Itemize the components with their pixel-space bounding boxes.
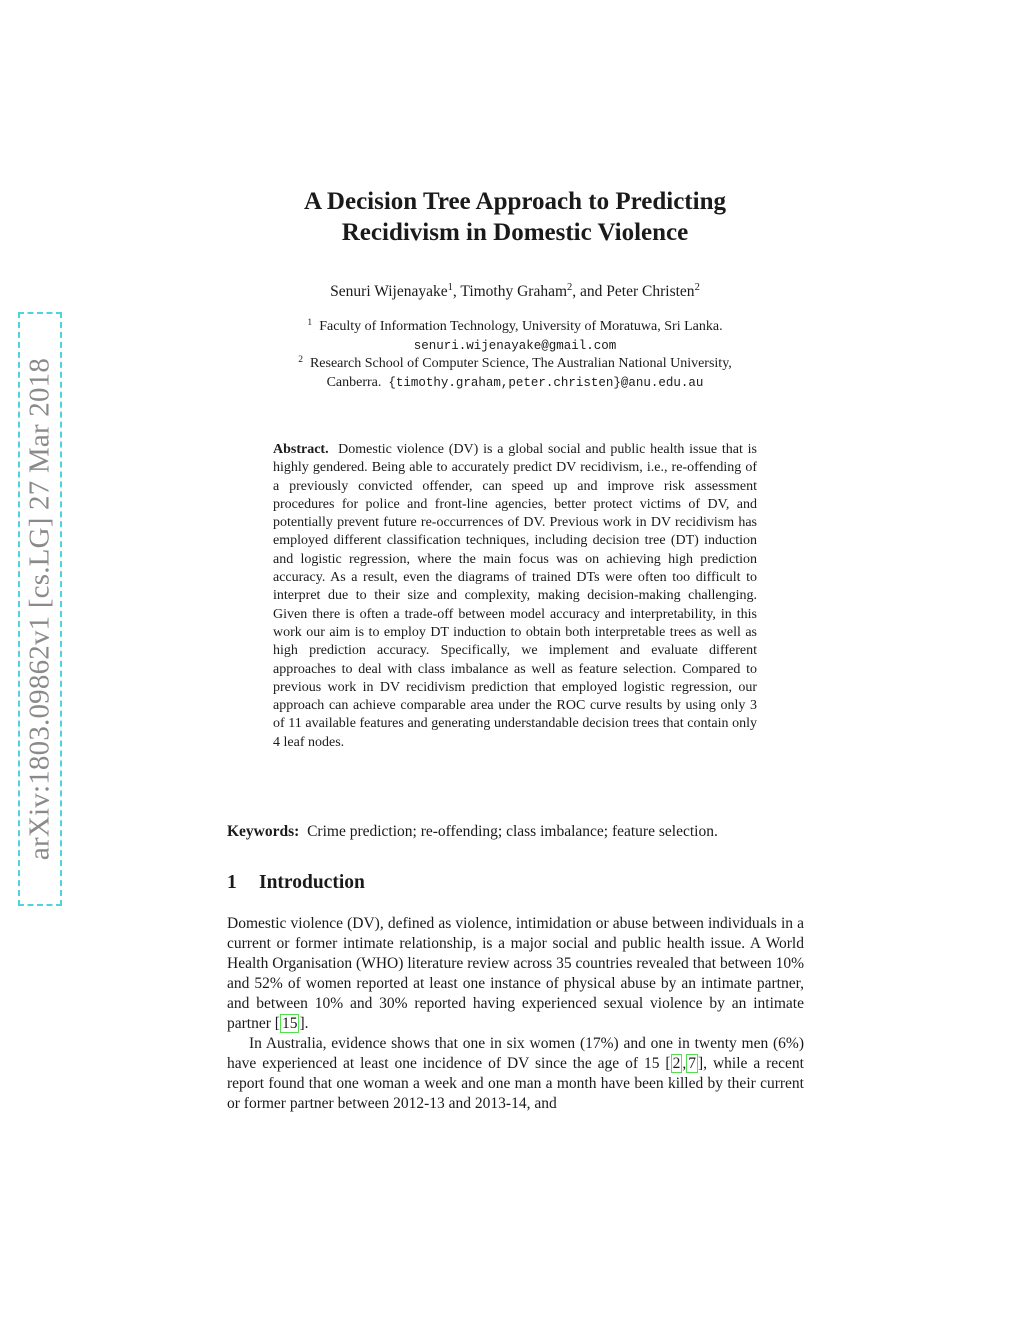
affiliation-1-mark: 1 <box>307 317 313 328</box>
affiliation-1-text: Faculty of Information Technology, University of Moratuwa, Sri Lanka. <box>319 319 723 334</box>
arxiv-identifier: arXiv:1803.09862v1 [cs.LG] 27 Mar 2018 <box>23 357 56 861</box>
author-2-affil-mark: 2 <box>567 282 573 294</box>
abstract-label: Abstract. <box>273 442 329 457</box>
section-title: Introduction <box>259 872 365 893</box>
author-2-name: Timothy Graham <box>460 283 568 300</box>
affiliation-2-email[interactable]: {timothy.graham,peter.christen}@anu.edu.au <box>388 375 704 390</box>
keywords <box>227 822 803 842</box>
author-1-affil-mark: 1 <box>447 282 453 294</box>
title-line-1: A Decision Tree Approach to Predicting <box>304 188 726 215</box>
arxiv-stamp <box>18 312 62 906</box>
author-3-name: and Peter Christen <box>580 283 695 300</box>
paper-title <box>227 186 803 248</box>
affiliations <box>227 318 803 392</box>
abstract <box>273 441 757 752</box>
author-3-affil-mark: 2 <box>694 282 700 294</box>
paragraph-2: In Australia, evidence shows that one in six women (17%) and one in twenty men (6%) have experienced at least one incidence of DV since the age of 15 [ 2 , 7 ], while a recent report found that one woman a week and one man a month have been killed by their current or former partner between 2012-13 and 2013-14, and <box>227 1035 804 1112</box>
citation-link[interactable]: 15 <box>281 1015 298 1032</box>
introduction-body <box>227 914 804 1114</box>
citation-link[interactable]: 7 <box>688 1055 696 1072</box>
author-list: Senuri Wijenayake$^1$, Timothy Graham$^2$, and Peter Christen$^2$ <box>330 282 700 300</box>
affiliation-2-text: Research School of Computer Science, The Australian National University, <box>309 356 732 371</box>
keywords-text: Crime prediction; re-offending; class imbalance; feature selection. <box>307 823 718 840</box>
paragraph-1: Domestic violence (DV), defined as violence, intimidation or abuse between individuals in a current or former intimate relationship, is a major social and public health issue. A World Health Organisation (WHO) literature review across 35 countries revealed that between 10% and 52% of women reported at least one instance of physical abuse by an intimate partner, and between 10% and 30% reported having experienced sexual violence by an intimate partner [ 15 ]. <box>227 915 804 1032</box>
keywords-label: Keywords: <box>227 823 300 840</box>
affiliation-2-mark: 2 <box>298 354 303 365</box>
citation-link[interactable]: 2 <box>672 1055 681 1072</box>
paragraph-1-end: . <box>304 1015 309 1032</box>
paragraph-1-text: Domestic violence (DV), defined as violence, intimidation or abuse between individuals in a current or former intimate relationship, is a major social and public health issue. A World Health Organisation (WHO) literature review across 35 countries revealed that between 10% and 52% of women reported at least one instance of physical abuse by an intimate partner, and between 10% and 30% reported having experienced sexual violence by an intimate partner <box>227 915 804 1032</box>
affiliation-2 <box>227 355 803 374</box>
paragraph-2-end: , while a recent report found that one woman a week and one man a month have been killed by their current or former partner between 2012-13 and 2013-14, and <box>227 1055 804 1112</box>
affiliation-1 <box>227 318 803 337</box>
title-line-2: Recidivism in Domestic Violence <box>341 219 689 246</box>
section-heading-introduction <box>227 871 365 895</box>
affiliation-2-city: Canberra. <box>326 374 382 390</box>
paragraph-2-text: In Australia, evidence shows that one in six women (17%) and one in twenty men (6%) have experienced at least one incidence of DV since the age of 15 <box>227 1035 804 1072</box>
affiliation-1-email[interactable]: senuri.wijenayake@gmail.com <box>413 338 617 353</box>
section-number: 1 <box>227 872 237 893</box>
affiliation-2-cont <box>227 374 803 393</box>
abstract-text: Domestic violence (DV) is a global social and public health issue that is highly gendered. Being able to accurately predict DV recidivism, i.e., re-offending of a previously convicted offender, can speed up and improve risk assessment procedures for police and front-line agencies, better protect victims of DV, and potentially prevent future re-occurrences of DV. Previous work in DV recidivism has employed different classification techniques, including decision tree (DT) induction and logistic regression, where the main focus was on achieving high prediction accuracy. As a result, even the diagrams of trained DTs were often too difficult to interpret due to their size and complexity, making decision-making challenging. Given there is often a trade-off between model accuracy and interpretability, in this work our aim is to employ DT induction to obtain both interpretable trees as well as high prediction accuracy. Specifically, we implement and evaluate different approaches to deal with class imbalance as well as feature selection. Compared to previous work in DV recidivism prediction that employed logistic regression, our approach can achieve comparable area under the ROC curve results by using only 3 of 11 available features and generating understandable decision trees that contain only 4 leaf nodes. <box>273 442 757 750</box>
author-1-name: Senuri Wijenayake <box>330 283 448 300</box>
